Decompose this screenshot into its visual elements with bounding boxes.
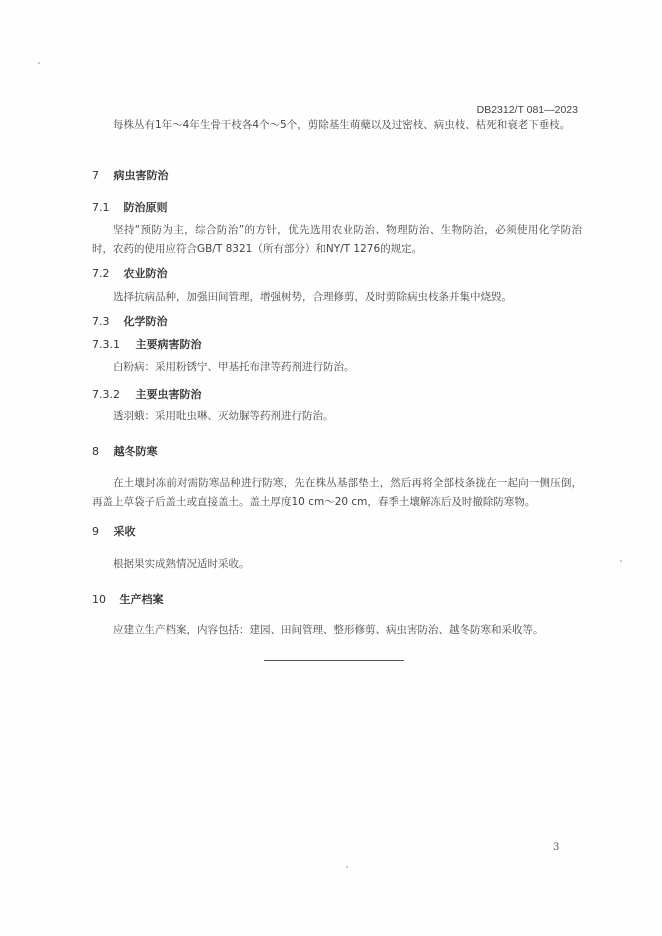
heading-7-3-title: 化学防治	[123, 315, 168, 328]
heading-7-2-number: 7.2	[92, 267, 110, 280]
heading-7-1-number: 7.1	[92, 201, 110, 214]
heading-7-3	[92, 313, 168, 329]
paragraph-9: 根据果实成熟情况适时采收。	[113, 558, 250, 570]
heading-7-1-title: 防治原则	[123, 201, 168, 214]
heading-10-title: 生产档案	[119, 593, 164, 606]
heading-7-2-title: 农业防治	[123, 267, 168, 280]
heading-7-3-2-title: 主要虫害防治	[135, 388, 202, 401]
paragraph-7-1: 坚持“预防为主，综合防治”的方针，优先选用农业防治、物理防治、生物防治，必须使用化学防治时，农药的使用应符合GB/T 8321（所有部分）和NY/T 1276的规定。	[92, 224, 582, 255]
heading-7-number: 7	[92, 169, 99, 182]
paragraph-7-3-2: 透羽蛾：采用吡虫啉、灭幼脲等药剂进行防治。	[113, 410, 334, 422]
end-rule	[264, 660, 404, 661]
heading-7-3-1	[92, 336, 202, 352]
heading-9	[92, 523, 136, 539]
scan-speck	[346, 866, 348, 868]
heading-9-title: 采收	[113, 525, 136, 538]
heading-7	[92, 167, 169, 183]
paragraph-10: 应建立生产档案，内容包括：建园、田间管理、整形修剪、病虫害防治、越冬防寒和采收等。	[113, 624, 544, 636]
page-number: 3	[553, 842, 560, 853]
heading-8-title: 越冬防寒	[113, 445, 158, 458]
heading-7-title: 病虫害防治	[113, 169, 169, 182]
paragraph-7-3-1: 白粉病：采用粉锈宁、甲基托布津等药剂进行防治。	[113, 361, 355, 373]
heading-7-3-1-number: 7.3.1	[92, 338, 120, 351]
heading-8	[92, 443, 158, 459]
heading-7-2	[92, 265, 168, 281]
heading-10	[92, 591, 164, 607]
paragraph-8: 在土壤封冻前对需防寒品种进行防寒，先在株丛基部垫土，然后再将全部枝条拢在一起向一侧压倒，再盖上草袋子后盖土或直接盖土。盖土厚度10 cm～20 cm，春季土壤解冻后及时撤除防寒物。	[92, 477, 582, 508]
heading-7-3-number: 7.3	[92, 315, 110, 328]
heading-7-1	[92, 199, 168, 215]
intro-paragraph: 每株丛有1年～4年生骨干枝各4个～5个，剪除基生萌蘖以及过密枝、病虫枝、枯死和衰老下垂枝。	[113, 119, 571, 131]
heading-8-number: 8	[92, 445, 99, 458]
heading-9-number: 9	[92, 525, 99, 538]
paragraph-7-2: 选择抗病品种，加强田间管理，增强树势，合理修剪，及时剪除病虫枝条并集中烧毁。	[113, 291, 512, 303]
heading-7-3-1-title: 主要病害防治	[135, 338, 202, 351]
scan-speck	[620, 560, 622, 562]
heading-7-3-2-number: 7.3.2	[92, 388, 120, 401]
document-code: DB2312/T 081—2023	[476, 104, 578, 116]
heading-10-number: 10	[92, 593, 106, 606]
heading-7-3-2	[92, 386, 202, 402]
scan-speck	[38, 62, 40, 64]
